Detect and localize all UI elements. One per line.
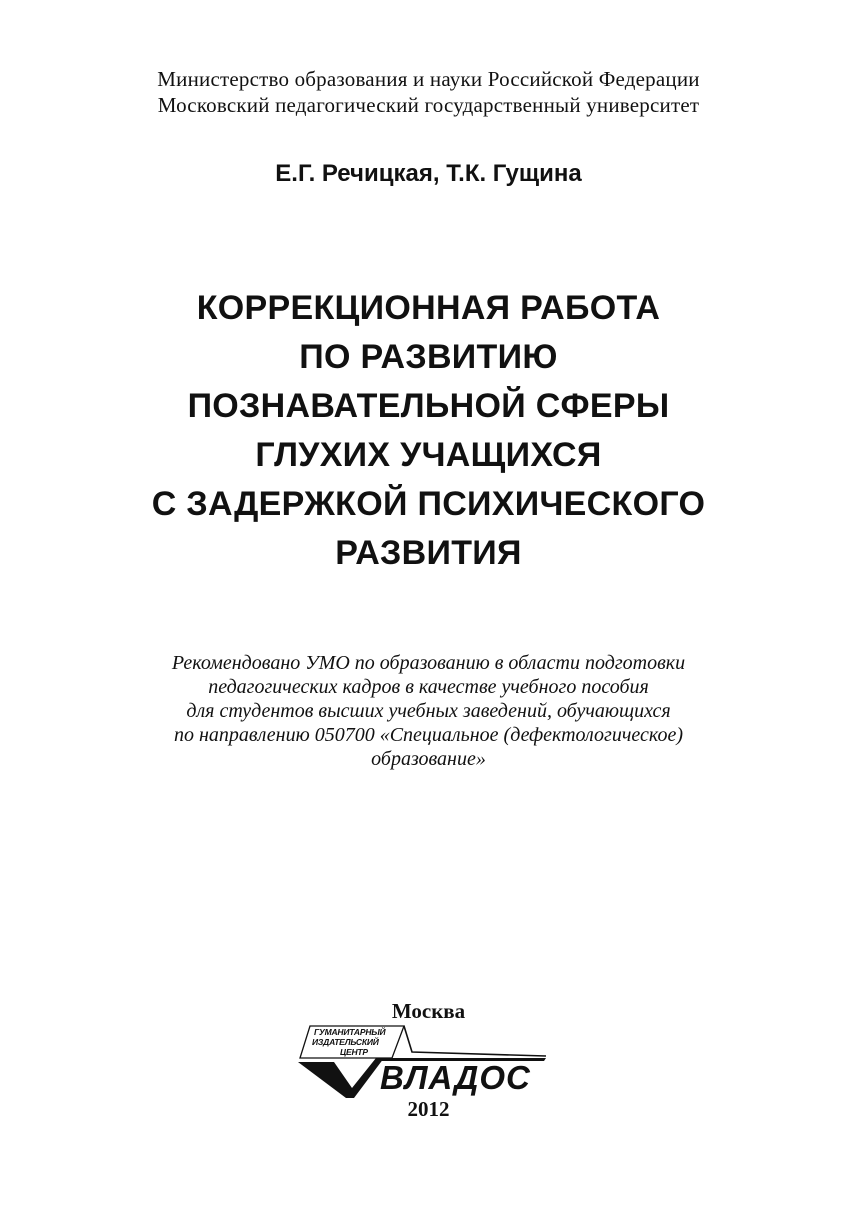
title-line: ПОЗНАВАТЕЛЬНОЙ СФЕРЫ xyxy=(187,387,670,425)
recommendation-line: для студентов высших учебных заведений, обучающихся xyxy=(186,700,671,722)
recommendation-line: по направлению 050700 «Специальное (дефектологическое) xyxy=(173,724,683,746)
recommendation-line: педагогических кадров в качестве учебного пособия xyxy=(208,676,649,698)
ministry-line: Министерство образования и науки Российской Федерации xyxy=(157,67,700,91)
logo-tag-line: ГУМАНИТАРНЫЙ xyxy=(314,1027,386,1037)
logo-tag-line: ИЗДАТЕЛЬСКИЙ xyxy=(312,1037,379,1047)
vlados-logo xyxy=(296,1022,550,1100)
logo-brand-name: ВЛАДОС xyxy=(380,1059,531,1096)
recommendation-note xyxy=(0,651,857,771)
title-line: ПО РАЗВИТИЮ xyxy=(299,338,558,376)
logo-v-mark xyxy=(298,1058,384,1098)
university-line: Московский педагогический государственный университет xyxy=(157,93,700,117)
institution-block xyxy=(0,66,857,118)
recommendation-line: образование» xyxy=(371,748,486,770)
recommendation-line: Рекомендовано УМО по образованию в области подготовки xyxy=(171,652,686,674)
book-title xyxy=(0,284,857,578)
authors: Е.Г. Речицкая, Т.К. Гущина xyxy=(275,160,582,187)
logo-tag-line: ЦЕНТР xyxy=(340,1047,368,1057)
publication-year: 2012 xyxy=(407,1097,450,1121)
title-line: КОРРЕКЦИОННАЯ РАБОТА xyxy=(196,289,661,327)
title-line: С ЗАДЕРЖКОЙ ПСИХИЧЕСКОГО xyxy=(151,485,706,523)
publisher-city: Москва xyxy=(391,999,466,1023)
title-line: РАЗВИТИЯ xyxy=(335,534,522,572)
title-line: ГЛУХИХ УЧАЩИХСЯ xyxy=(255,436,602,474)
